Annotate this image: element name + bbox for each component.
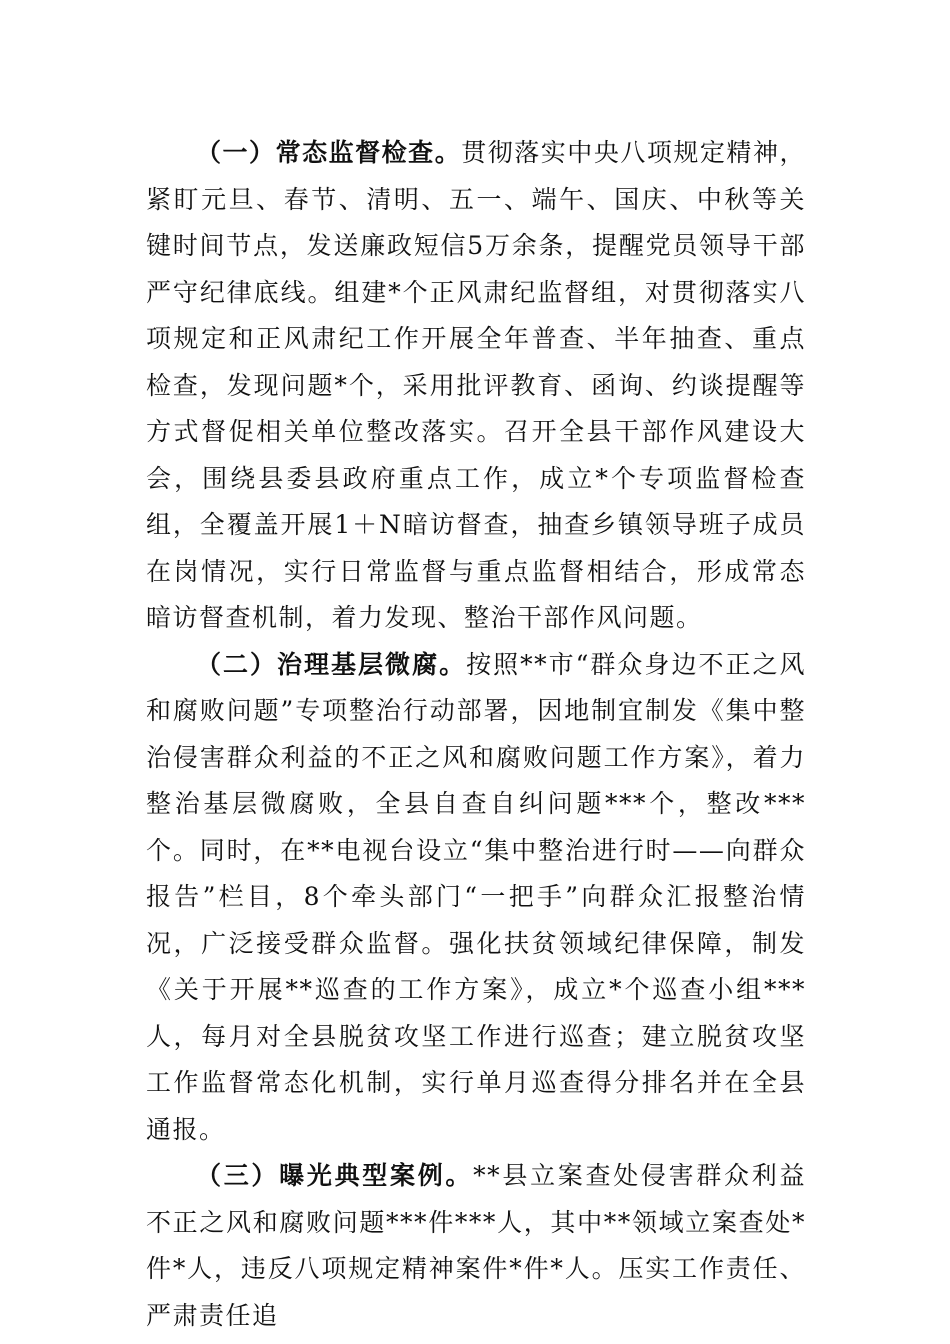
paragraph-3-heading: （三）曝光典型案例。: [196, 1161, 474, 1190]
paragraph-3-text: **县立案查处侵害群众利益不正之风和腐败问题***件***人，其中**领域立案查处*件*人，违反八项规定精神案件*件*人。压实工作责任、严肃责任追: [146, 1161, 806, 1330]
paragraph-1-heading: （一）常态监督检查。: [196, 138, 462, 167]
paragraph-2-text: 按照**市“群众身边不正之风和腐败问题”专项整治行动部署，因地制宜制发《集中整治侵害群众利益的不正之风和腐败问题工作方案》，着力整治基层微腐败，全县自查自纠问题***个，整改***个。同时，在**电视台设立“集中整治进行时——向群众报告”栏目，8个牵头部门“一把手”向群众汇报整治情况，广泛接受群众监督。强化扶贫领域纪律保障，制发《关于开展**巡查的工作方案》，成立*个巡查小组***人，每月对全县脱贫攻坚工作进行巡查；建立脱贫攻坚工作监督常态化机制，实行单月巡查得分排名并在全县通报。: [146, 649, 806, 1144]
paragraph-1-text: 贯彻落实中央八项规定精神，紧盯元旦、春节、清明、五一、端午、国庆、中秋等关键时间节点，发送廉政短信5万余条，提醒党员领导干部严守纪律底线。组建*个正风肃纪监督组，对贯彻落实八项规定和正风肃纪工作开展全年普查、半年抽查、重点检查，发现问题*个，采用批评教育、函询、约谈提醒等方式督促相关单位整改落实。召开全县干部作风建设大会，围绕县委县政府重点工作，成立*个专项监督检查组，全覆盖开展1＋N暗访督查，抽查乡镇领导班子成员在岗情况，实行日常监督与重点监督相结合，形成常态暗访督查机制，着力发现、整治干部作风问题。: [146, 138, 806, 632]
paragraph-3: [146, 1153, 806, 1339]
paragraph-1: [146, 130, 806, 642]
document-body: [146, 130, 806, 1339]
paragraph-2: [146, 642, 806, 1154]
paragraph-2-heading: （二）治理基层微腐。: [196, 649, 467, 679]
